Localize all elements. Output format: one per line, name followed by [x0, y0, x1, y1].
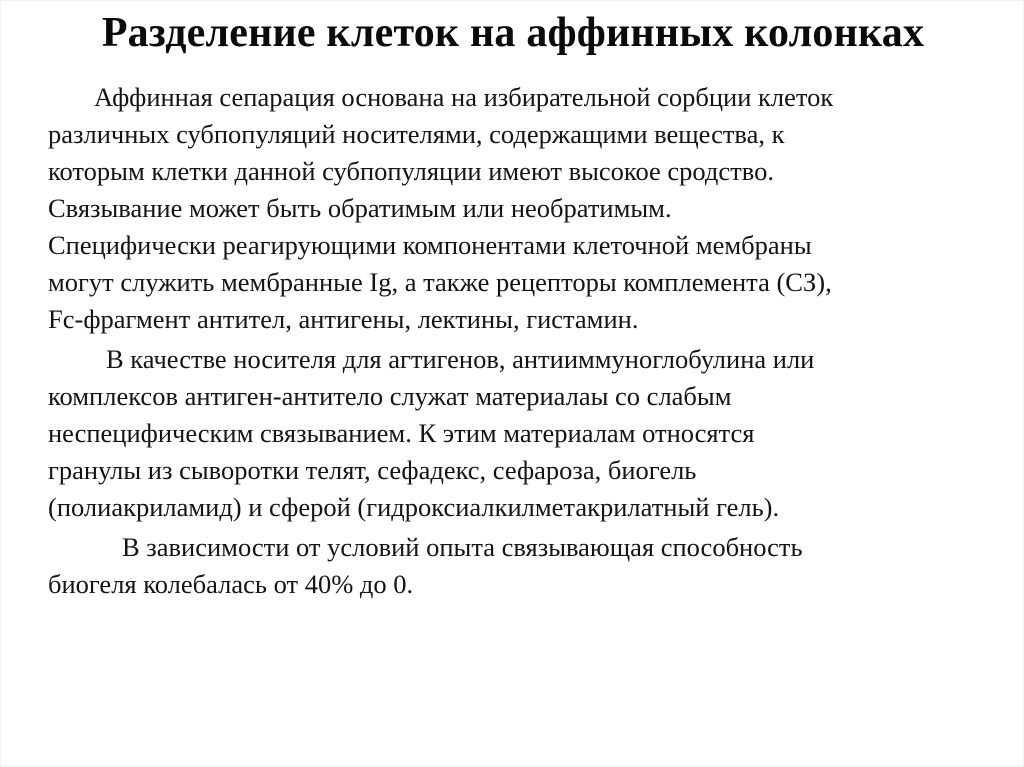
- paragraph-affinity-separation: [48, 79, 988, 338]
- text-line: неспецифическим связыванием. К этим материалам относятся: [48, 418, 755, 448]
- text-line: Связывание может быть обратимым или необратимым.: [48, 193, 672, 223]
- text-line: В качестве носителя для агтигенов, антииммуноглобулина или: [106, 344, 815, 374]
- text-line: биогеля колебалась от 40% до 0.: [48, 569, 414, 599]
- text-line: В зависимости от условий опыта связывающая способность: [122, 532, 803, 562]
- text-line: (полиакриламид) и сферой (гидроксиалкилметакрилатный гель).: [48, 492, 780, 522]
- paragraph-carrier-materials: [48, 341, 988, 526]
- slide-title: Разделение клеток на аффинных колонках: [101, 10, 925, 56]
- text-line: могут служить мембранные Ig, а также рецепторы комплемента (СЗ),: [48, 267, 832, 297]
- text-line: которым клетки данной субпопуляции имеют высокое сродство.: [48, 156, 774, 186]
- text-line: Специфически реагирующими компонентами клеточной мембраны: [48, 230, 812, 260]
- text-line: комплексов антиген-антитело служат материалаы со слабым: [48, 381, 732, 411]
- text-line: гранулы из сыворотки телят, сефадекс, сефароза, биогель: [48, 455, 697, 485]
- paragraph-binding-capacity: [48, 529, 988, 603]
- slide-body: [48, 79, 988, 603]
- text-line: различных субпопуляций носителями, содержащими вещества, к: [48, 119, 785, 149]
- text-line: Аффинная сепарация основана на избирательной сорбции клеток: [94, 82, 834, 112]
- text-line: Fc-фрагмент антител, антигены, лектины, гистамин.: [48, 304, 639, 334]
